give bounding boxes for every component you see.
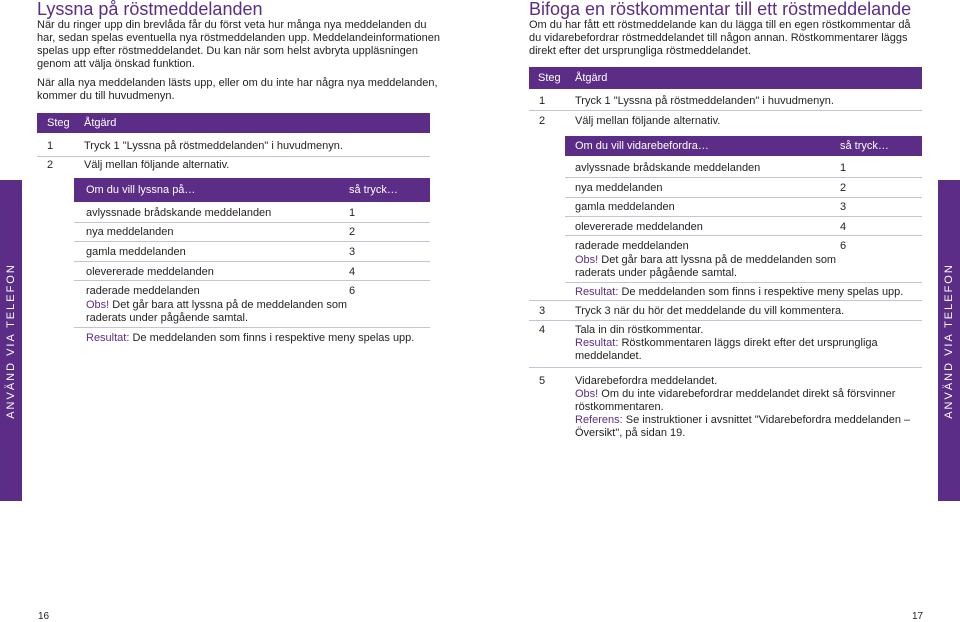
left-row-key: 3 xyxy=(349,246,356,258)
right-row-label: avlyssnade brådskande meddelanden xyxy=(575,162,761,174)
right-step-4-text: Tala in din röstkommentar. Resultat: Röstkommentaren läggs direkt efter det ursprungliga meddelandet. xyxy=(575,324,878,362)
right-step-3-text: Tryck 3 när du hör det meddelande du vill kommentera. xyxy=(575,305,845,317)
right-table-header: Steg Åtgärd xyxy=(529,67,922,89)
left-sub-header: Om du vill lyssna på… så tryck… xyxy=(74,178,430,202)
right-row-label: gamla meddelanden xyxy=(575,201,675,213)
right-step-1-text: Tryck 1 "Lyssna på röstmeddelanden" i huvudmenyn. xyxy=(575,95,834,107)
left-row-label: gamla meddelanden xyxy=(86,246,186,258)
right-row-key: 6 xyxy=(840,240,847,252)
left-intro-2: När alla nya meddelanden lästs upp, eller om du inte har några nya meddelanden, kommer du till huvudmenyn. xyxy=(37,77,438,102)
page-number-left: 16 xyxy=(38,611,50,622)
right-step-2-num: 2 xyxy=(539,115,546,127)
right-row-key: 2 xyxy=(840,182,847,194)
right-step-4-num: 4 xyxy=(539,324,546,336)
side-tab-right: ANVÄND VIA TELEFON xyxy=(938,180,960,501)
right-row-key: 4 xyxy=(840,221,847,233)
right-step-2-text: Välj mellan följande alternativ. xyxy=(575,115,721,127)
left-step-2-text: Välj mellan följande alternativ. xyxy=(84,159,230,171)
left-row-key: 4 xyxy=(349,266,356,278)
right-row-label: nya meddelanden xyxy=(575,182,663,194)
left-intro-1: När du ringer upp din brevlåda får du först veta hur många nya meddelanden du har, sedan spelas eventuella nya röstmeddelanden upp. Meddelandeinformationen spelas upp efter röstmeddelandet. Du kan när som helst avbryta uppläsningen genom att välja önskad funktion. xyxy=(37,19,441,70)
left-row-label: avlyssnade brådskande meddelanden xyxy=(86,207,272,219)
left-result: Resultat: De meddelanden som finns i respektive meny spelas upp. xyxy=(86,332,415,344)
right-row-label: raderade meddelanden xyxy=(575,240,689,252)
left-step-1-num: 1 xyxy=(47,140,54,152)
right-step-1-num: 1 xyxy=(539,95,546,107)
right-step-5-num: 5 xyxy=(539,375,546,387)
left-step-2-num: 2 xyxy=(47,159,54,171)
left-obs-note: Obs! Det går bara att lyssna på de meddelanden som raderats under pågående samtal. xyxy=(86,299,348,324)
right-obs-note: Obs! Det går bara att lyssna på de meddelanden som raderats under pågående samtal. xyxy=(575,254,837,279)
side-tab-left: ANVÄND VIA TELEFON xyxy=(0,180,22,501)
left-row-key: 6 xyxy=(349,285,356,297)
right-step-3-num: 3 xyxy=(539,305,546,317)
left-row-label: nya meddelanden xyxy=(86,226,174,238)
left-row-label: raderade meddelanden xyxy=(86,285,200,297)
right-row-key: 1 xyxy=(840,162,847,174)
left-page-title: Lyssna på röstmeddelanden xyxy=(37,0,263,19)
right-sub-header: Om du vill vidarebefordra… så tryck… xyxy=(565,136,922,156)
left-table-header: Steg Åtgärd xyxy=(37,113,430,133)
page-number-right: 17 xyxy=(912,611,924,622)
right-step-5-text: Vidarebefordra meddelandet. Obs! Om du inte vidarebefordrar meddelandet direkt så försvinner röstkommentaren. Referens: Se instruktioner i avsnittet "Vidarebefordra meddelanden – Översikt", på sidan 19. xyxy=(575,375,911,439)
left-step-1-text: Tryck 1 "Lyssna på röstmeddelanden" i huvudmenyn. xyxy=(84,140,343,152)
right-intro: Om du har fått ett röstmeddelande kan du lägga till en egen röstkommentar då du vidarebefordrar röstmeddelandet till någon annan. Röstkommentarer läggs direkt efter det ursprungliga röstmeddelandet. xyxy=(529,19,911,57)
left-row-key: 1 xyxy=(349,207,356,219)
right-row-key: 3 xyxy=(840,201,847,213)
right-result: Resultat: De meddelanden som finns i respektive meny spelas upp. xyxy=(575,286,904,298)
left-row-key: 2 xyxy=(349,226,356,238)
right-page-title: Bifoga en röstkommentar till ett röstmeddelande xyxy=(529,0,912,19)
left-row-label: olevererade meddelanden xyxy=(86,266,214,278)
right-row-label: olevererade meddelanden xyxy=(575,221,703,233)
